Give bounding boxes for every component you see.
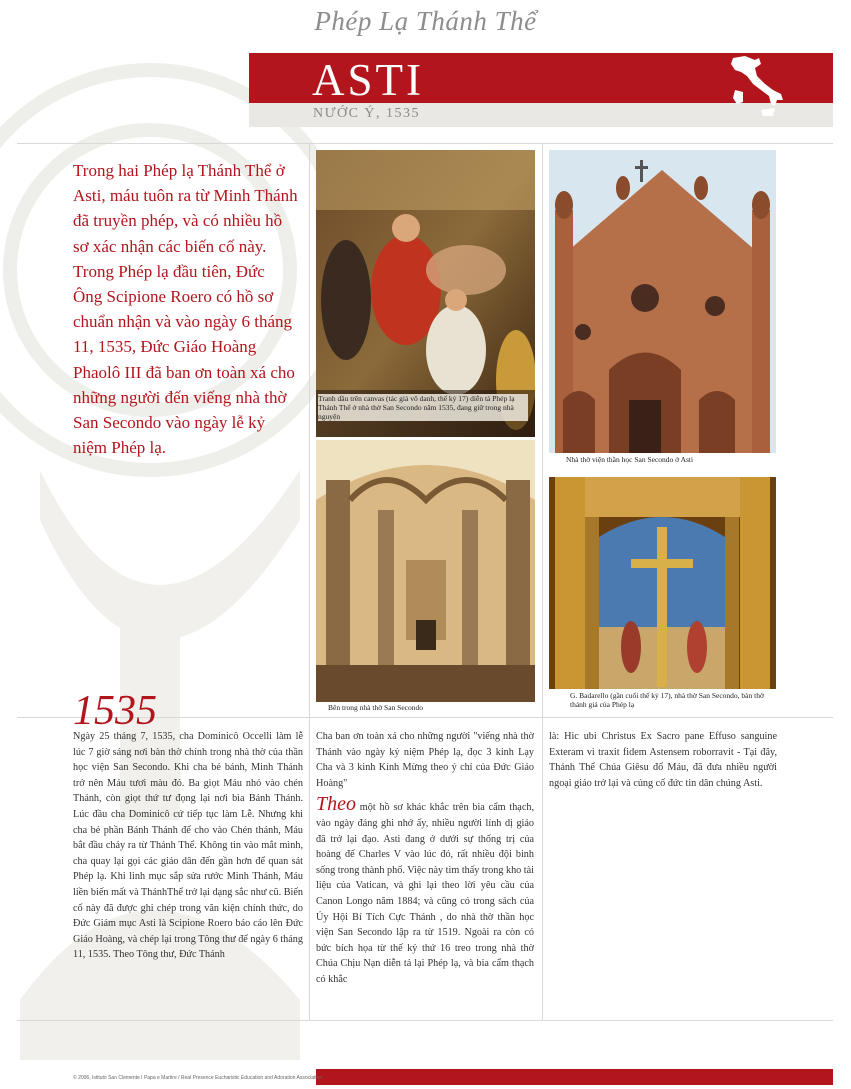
article-column-2-rest: một hồ sơ khác khắc trên bia cẩm thạch, vào ngày đáng ghi nhớ ấy, nhiều người lính dị giáo đã trở lại đạo. Asti đang ở dưới sự thống trị của hoàng đế Charles V vào lúc đó, rất nhiều đội binh sống trong thành phố. Việc này tìm thấy trong kho tài liệu của Vatican, và ghi lại theo lời yêu cầu của Canon Longo năm 1884; và cũng có trong sách của Ủy Hội Bí Tích Cực Thánh , do nhà thờ thần học viện San Secondo lập ra từ 1519. Ngoài ra còn có bức bích họa từ thế kỷ thứ 16 treo trong nhà thờ Chúa Chịu Nạn diễn tả lại Phép lạ, và bia cẩm thạch có khắc bbox=[316, 802, 534, 985]
altar-caption: G. Badarello (gần cuối thế kỷ 17), nhà thờ San Secondo, bàn thờ thánh giá của Phép lạ bbox=[570, 691, 764, 709]
divider bbox=[17, 143, 833, 144]
divider bbox=[17, 1020, 833, 1021]
altar-photo bbox=[549, 477, 776, 689]
city-title: ASTI bbox=[312, 55, 424, 105]
divider bbox=[542, 143, 543, 1020]
facade-caption: Nhà thờ viện thần học San Secondo ở Asti bbox=[566, 455, 694, 464]
italy-map-icon bbox=[725, 54, 787, 118]
article-column-2 bbox=[316, 729, 534, 988]
facade-photo bbox=[549, 150, 776, 453]
article-column-2-start: Cha ban ơn toàn xá cho những người "viếng nhà thờ Thánh vào ngày kỷ niệm Phép lạ, đọc 3 kinh Lạy Cha và 3 kinh Kính Mừng theo ý chỉ của Đức Giáo Hoàng" bbox=[316, 731, 534, 789]
year-heading: 1535 bbox=[73, 688, 157, 734]
interior-caption: Bên trong nhà thờ San Secondo bbox=[328, 703, 423, 712]
country-year: NƯỚC Ý, 1535 bbox=[313, 106, 421, 121]
interior-photo bbox=[316, 440, 535, 702]
divider bbox=[309, 143, 310, 1020]
painting-caption: Tranh dầu trên canvas (tác giả vô danh, thế kỷ 17) diễn tả Phép lạ Thánh Thể ở nhà thờ San Secondo năm 1535, đang giữ trong nhà nguyện bbox=[318, 394, 528, 421]
intro-text: Trong hai Phép lạ Thánh Thể ở Asti, máu tuôn ra từ Minh Thánh đã truyền phép, và có nhiều hồ sơ xác nhận các biến cố này. Trong Phép lạ đầu tiên, Đức Ông Scipione Roero có hồ sơ chuẩn nhận và vào ngày 6 tháng 11, 1535, Đức Giáo Hoàng Phaolô III đã ban ơn toàn xá cho những người đến viếng nhà thờ San Secondo vào ngày lễ kỷ niệm Phép lạ. bbox=[73, 161, 298, 458]
copyright: © 2006, Istituto San Clemente I Papa e Martire / Real Presence Eucharistic Education and Adoration Association bbox=[73, 1075, 323, 1081]
article-column-1: Ngày 25 tháng 7, 1535, cha Dominicô Occelli làm lễ lúc 7 giờ sáng nơi bàn thờ chính trong nhà thờ của thần học viện San Secondo. Khi cha bẻ bánh, Minh Thánh trở nên Máu tươi màu đỏ. Ba giọt Máu nhỏ vào chén Thánh, còn giọt thứ tư đọng lại nơi bìa Bánh Thánh. Lúc đầu cha Dominicô cứ tiếp tục làm Lễ. Nhưng khi cha bẻ phần Bánh Thánh để cho vào Chén thánh, Máu bắt đầu chảy ra từ Thánh Thể. Không tin vào mắt mình, cha quay lại gọi các giáo dân đến gần hơn để quan sát Phép lạ. Khi linh mục sắp sửa rước Minh Thánh, Máu liền biến mất và ThánhThể trở lại dạng sắc như cũ. Biến cố này đã được ghi chép trong văn kiện chính thức, do Đức Giám mục Asti là Scipione Roero báo cáo lên Đức Giáo Hoàng, và chép lại trong Tông thư để ngày 6 tháng 11, 1535. Theo Tông thư, Đức Thánh bbox=[73, 731, 303, 961]
theo-dropword: Theo bbox=[316, 793, 356, 816]
series-title: Phép Lạ Thánh Thể bbox=[314, 6, 537, 36]
article-column-3: là: Hic ubi Christus Ex Sacro pane Effuso sanguine Exteram vi traxit fidem Astensem roborravit - Tại đây, Thánh Thể Chúa Giêsu đổ Máu, đã đưa nhiều người ngoại giáo trở lại và củng cố đức tin dân chúng Asti. bbox=[549, 731, 777, 789]
footer-bar bbox=[316, 1069, 833, 1085]
